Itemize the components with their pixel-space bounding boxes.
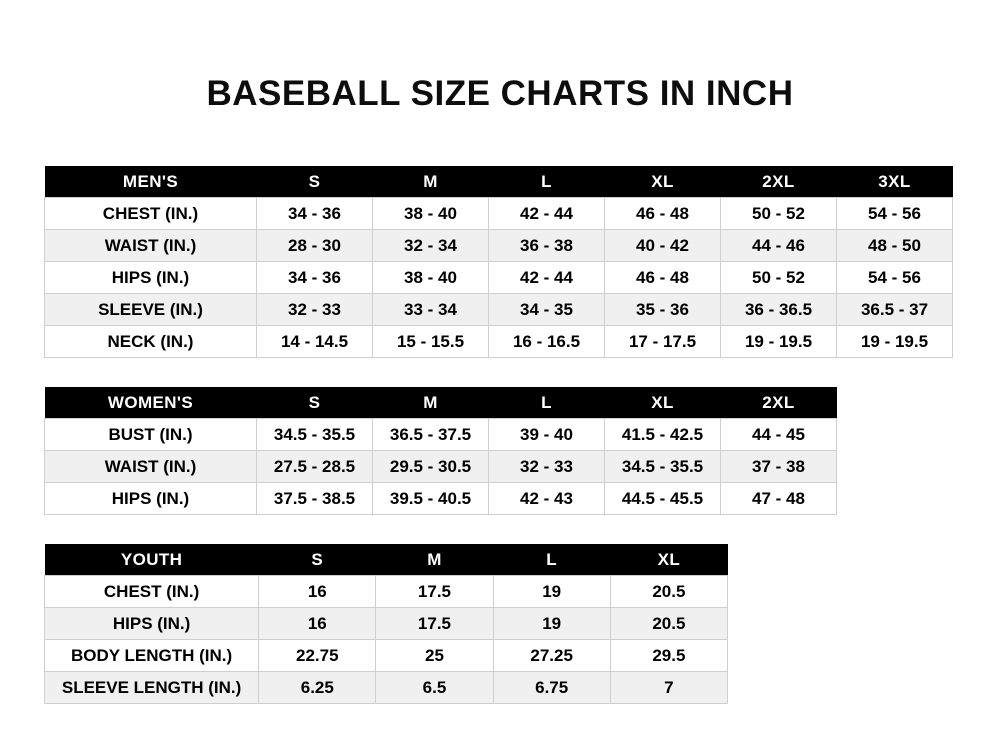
youth-size-table: [44, 544, 728, 704]
mens-hips-s: 34 - 36: [257, 262, 373, 294]
mens-header-2xl: 2XL: [721, 166, 837, 198]
youth-body-length-s: 22.75: [259, 640, 376, 672]
womens-row-label-waist: WAIST (IN.): [45, 451, 257, 483]
mens-neck-s: 14 - 14.5: [257, 326, 373, 358]
womens-waist-s: 27.5 - 28.5: [257, 451, 373, 483]
mens-waist-3xl: 48 - 50: [837, 230, 953, 262]
womens-hips-xl: 44.5 - 45.5: [605, 483, 721, 515]
mens-waist-2xl: 44 - 46: [721, 230, 837, 262]
womens-header-m: M: [373, 387, 489, 419]
womens-header-l: L: [489, 387, 605, 419]
youth-table-head: [45, 544, 728, 576]
womens-header-category: WOMEN'S: [45, 387, 257, 419]
youth-header-xl: XL: [610, 544, 727, 576]
womens-row-label-hips: HIPS (IN.): [45, 483, 257, 515]
mens-neck-xl: 17 - 17.5: [605, 326, 721, 358]
womens-hips-s: 37.5 - 38.5: [257, 483, 373, 515]
womens-header-row: [45, 387, 837, 419]
mens-row-label-chest: CHEST (IN.): [45, 198, 257, 230]
table-row: [45, 326, 953, 358]
mens-hips-m: 38 - 40: [373, 262, 489, 294]
mens-hips-xl: 46 - 48: [605, 262, 721, 294]
mens-sleeve-l: 34 - 35: [489, 294, 605, 326]
youth-header-l: L: [493, 544, 610, 576]
mens-header-m: M: [373, 166, 489, 198]
mens-neck-l: 16 - 16.5: [489, 326, 605, 358]
womens-header-2xl: 2XL: [721, 387, 837, 419]
mens-neck-m: 15 - 15.5: [373, 326, 489, 358]
youth-hips-s: 16: [259, 608, 376, 640]
womens-hips-2xl: 47 - 48: [721, 483, 837, 515]
youth-header-s: S: [259, 544, 376, 576]
womens-waist-m: 29.5 - 30.5: [373, 451, 489, 483]
womens-size-table: [44, 387, 837, 515]
womens-row-label-bust: BUST (IN.): [45, 419, 257, 451]
youth-header-category: YOUTH: [45, 544, 259, 576]
mens-chest-m: 38 - 40: [373, 198, 489, 230]
youth-table-body: [45, 576, 728, 704]
womens-header-s: S: [257, 387, 373, 419]
youth-sleeve-length-l: 6.75: [493, 672, 610, 704]
mens-size-table: [44, 166, 953, 358]
youth-header-row: [45, 544, 728, 576]
youth-row-label-body-length: BODY LENGTH (IN.): [45, 640, 259, 672]
mens-row-label-sleeve: SLEEVE (IN.): [45, 294, 257, 326]
mens-chest-s: 34 - 36: [257, 198, 373, 230]
mens-row-label-waist: WAIST (IN.): [45, 230, 257, 262]
mens-chest-xl: 46 - 48: [605, 198, 721, 230]
youth-sleeve-length-xl: 7: [610, 672, 727, 704]
mens-header-xl: XL: [605, 166, 721, 198]
mens-header-row: [45, 166, 953, 198]
table-row: [45, 230, 953, 262]
mens-header-s: S: [257, 166, 373, 198]
table-row: [45, 672, 728, 704]
womens-waist-l: 32 - 33: [489, 451, 605, 483]
youth-header-m: M: [376, 544, 493, 576]
womens-waist-2xl: 37 - 38: [721, 451, 837, 483]
mens-waist-xl: 40 - 42: [605, 230, 721, 262]
mens-row-label-hips: HIPS (IN.): [45, 262, 257, 294]
table-row: [45, 576, 728, 608]
womens-bust-m: 36.5 - 37.5: [373, 419, 489, 451]
mens-neck-3xl: 19 - 19.5: [837, 326, 953, 358]
womens-header-xl: XL: [605, 387, 721, 419]
table-row: [45, 483, 837, 515]
mens-waist-l: 36 - 38: [489, 230, 605, 262]
youth-hips-xl: 20.5: [610, 608, 727, 640]
mens-chest-l: 42 - 44: [489, 198, 605, 230]
mens-sleeve-2xl: 36 - 36.5: [721, 294, 837, 326]
youth-row-label-chest: CHEST (IN.): [45, 576, 259, 608]
mens-row-label-neck: NECK (IN.): [45, 326, 257, 358]
mens-sleeve-s: 32 - 33: [257, 294, 373, 326]
womens-waist-xl: 34.5 - 35.5: [605, 451, 721, 483]
mens-hips-2xl: 50 - 52: [721, 262, 837, 294]
mens-header-category: MEN'S: [45, 166, 257, 198]
mens-table-head: [45, 166, 953, 198]
womens-hips-l: 42 - 43: [489, 483, 605, 515]
table-row: [45, 294, 953, 326]
table-row: [45, 640, 728, 672]
mens-hips-3xl: 54 - 56: [837, 262, 953, 294]
mens-header-l: L: [489, 166, 605, 198]
youth-chest-m: 17.5: [376, 576, 493, 608]
youth-sleeve-length-s: 6.25: [259, 672, 376, 704]
womens-bust-xl: 41.5 - 42.5: [605, 419, 721, 451]
mens-waist-s: 28 - 30: [257, 230, 373, 262]
youth-body-length-l: 27.25: [493, 640, 610, 672]
table-row: [45, 262, 953, 294]
youth-hips-l: 19: [493, 608, 610, 640]
womens-bust-l: 39 - 40: [489, 419, 605, 451]
womens-bust-s: 34.5 - 35.5: [257, 419, 373, 451]
youth-row-label-sleeve-length: SLEEVE LENGTH (IN.): [45, 672, 259, 704]
mens-sleeve-3xl: 36.5 - 37: [837, 294, 953, 326]
youth-body-length-m: 25: [376, 640, 493, 672]
mens-table-body: [45, 198, 953, 358]
womens-hips-m: 39.5 - 40.5: [373, 483, 489, 515]
table-row: [45, 198, 953, 230]
womens-table-body: [45, 419, 837, 515]
mens-sleeve-m: 33 - 34: [373, 294, 489, 326]
youth-hips-m: 17.5: [376, 608, 493, 640]
womens-table-head: [45, 387, 837, 419]
size-tables-container: [0, 166, 1000, 704]
mens-neck-2xl: 19 - 19.5: [721, 326, 837, 358]
table-row: [45, 451, 837, 483]
mens-header-3xl: 3XL: [837, 166, 953, 198]
table-row: [45, 608, 728, 640]
womens-bust-2xl: 44 - 45: [721, 419, 837, 451]
mens-waist-m: 32 - 34: [373, 230, 489, 262]
youth-sleeve-length-m: 6.5: [376, 672, 493, 704]
youth-chest-l: 19: [493, 576, 610, 608]
table-row: [45, 419, 837, 451]
youth-body-length-xl: 29.5: [610, 640, 727, 672]
youth-row-label-hips: HIPS (IN.): [45, 608, 259, 640]
mens-chest-3xl: 54 - 56: [837, 198, 953, 230]
mens-sleeve-xl: 35 - 36: [605, 294, 721, 326]
mens-chest-2xl: 50 - 52: [721, 198, 837, 230]
mens-hips-l: 42 - 44: [489, 262, 605, 294]
youth-chest-s: 16: [259, 576, 376, 608]
page-title: BASEBALL SIZE CHARTS IN INCH: [206, 74, 794, 113]
youth-chest-xl: 20.5: [610, 576, 727, 608]
